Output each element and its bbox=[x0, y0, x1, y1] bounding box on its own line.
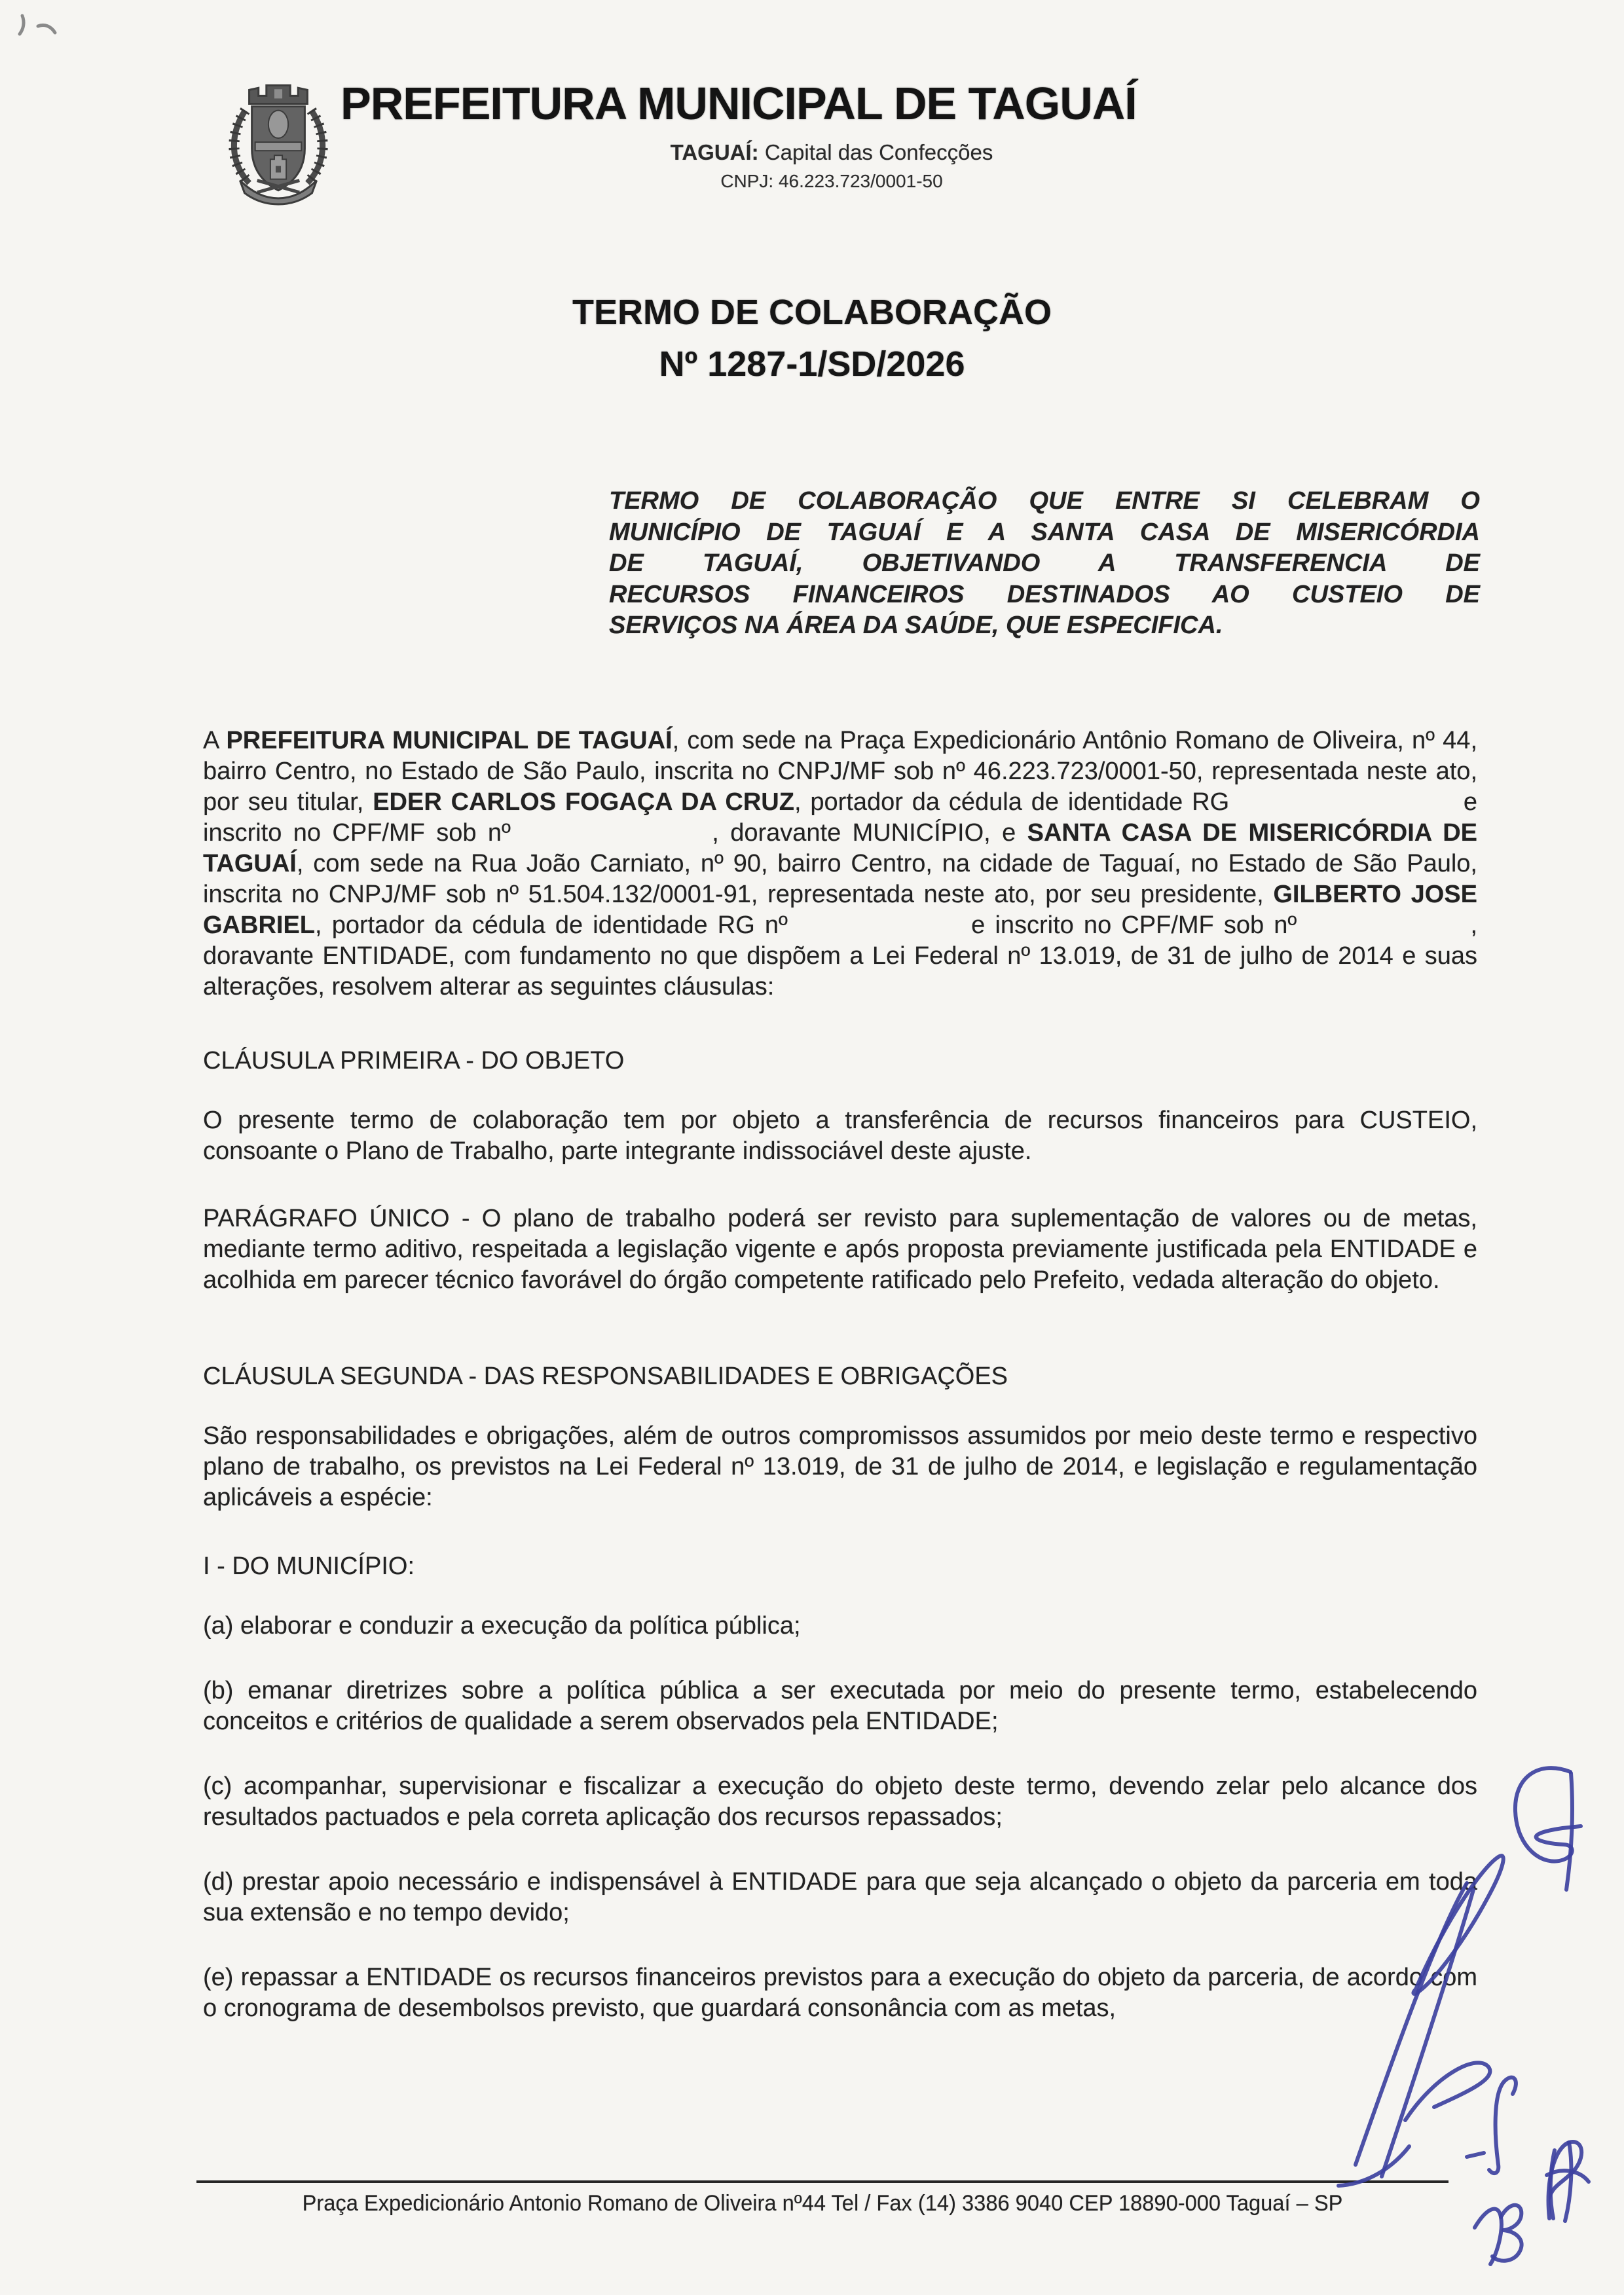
pen-bottom-hook bbox=[1338, 2146, 1409, 2186]
footer-address: Praça Expedicionário Antonio Romano de Oliveira nº44 Tel / Fax (14) 3386 9040 CEP 18890-000 Taguaí – SP bbox=[302, 2191, 1343, 2216]
epigraph bbox=[609, 486, 1480, 642]
document-body bbox=[203, 725, 1477, 2058]
pen-initial-dash bbox=[1467, 2153, 1484, 2157]
epigraph-line: TERMO DE COLABORAÇÃO QUE ENTRE SI CELEBRAM O bbox=[609, 487, 1480, 515]
org-cnpj: CNPJ: 46.223.723/0001-50 bbox=[720, 171, 943, 191]
org-tagline-bold: TAGUAÍ: bbox=[670, 140, 759, 164]
pen-monogram-2 bbox=[1565, 2142, 1571, 2221]
obligation-item-d: (d) prestar apoio necessário e indispensável à ENTIDADE para que seja alcançado o objeto da parceria em toda sua extensão e no tempo devido; bbox=[203, 1868, 1477, 1926]
pen-initial-b-bowls bbox=[1492, 2205, 1522, 2261]
document-title bbox=[0, 287, 1624, 390]
clause-1-paragraph: O presente termo de colaboração tem por objeto a transferência de recursos financeiros para CUSTEIO, consoante o Plano de Trabalho, parte integrante indissociável deste ajuste. bbox=[203, 1107, 1477, 1165]
obligation-item-b: (b) emanar diretrizes sobre a política pública a ser executada por meio do presente termo, estabelecendo conceitos e critérios de qualidade a serem observados pela ENTIDADE; bbox=[203, 1677, 1477, 1735]
pen-initial-f bbox=[1489, 2078, 1516, 2173]
org-tagline bbox=[341, 140, 1323, 165]
clause-1-sole-paragraph: PARÁGRAFO ÚNICO - O plano de trabalho poderá ser revisto para suplementação de valores ou de metas, mediante termo aditivo, respeitada a legislação vigente e após proposta previamente justificada pela ENTIDADE e acolhida em parecer técnico favorável do órgão competente ratificado pelo Prefeito, vedada alteração do objeto. bbox=[203, 1205, 1477, 1294]
pen-monogram-4 bbox=[1551, 2150, 1555, 2218]
obligation-item-a: (a) elaborar e conduzir a execução da política pública; bbox=[203, 1612, 801, 1640]
pen-initial-b-stem bbox=[1475, 2209, 1502, 2264]
pen-loop-tail bbox=[1566, 1773, 1572, 1890]
document-number: Nº 1287-1/SD/2026 bbox=[659, 344, 965, 384]
obligation-item-e: (e) repassar a ENTIDADE os recursos financeiros previstos para a execução do objeto da parceria, de acordo com o cronograma de desembolsos previsto, que guardará consonância com as metas, bbox=[203, 1964, 1477, 2022]
coat-of-arms-logo bbox=[218, 69, 339, 208]
scan-smudge-marks bbox=[7, 7, 85, 65]
clause-2-heading: CLÁUSULA SEGUNDA - DAS RESPONSABILIDADES E OBRIGAÇÕES bbox=[203, 1363, 1008, 1390]
org-tagline-rest: Capital das Confecções bbox=[758, 140, 993, 164]
org-name: PREFEITURA MUNICIPAL DE TAGUAÍ bbox=[341, 78, 1137, 129]
section-i-heading: I - DO MUNICÍPIO: bbox=[203, 1552, 415, 1580]
clause-1-heading: CLÁUSULA PRIMEIRA - DO OBJETO bbox=[203, 1047, 625, 1074]
pen-monogram-1 bbox=[1549, 2142, 1582, 2218]
pen-check-loop bbox=[1405, 2063, 1490, 2120]
clause-2-intro: São responsabilidades e obrigações, além de outros compromissos assumidos por meio deste termo e respectivo plano de trabalho, os previstos na Lei Federal nº 13.019, de 31 de julho de 2014, e legislação e regulamentação aplicáveis a espécie: bbox=[203, 1422, 1477, 1511]
epigraph-line: DE TAGUAÍ, OBJETIVANDO A TRANSFERENCIA DE bbox=[609, 549, 1480, 577]
preamble-paragraph: A PREFEITURA MUNICIPAL DE TAGUAÍ, com sede na Praça Expedicionário Antônio Romano de Oliveira, nº 44, bairro Centro, no Estado de São Paulo, inscrita no CNPJ/MF sob nº 46.223.723/0001-50, representada neste ato, por seu titular, EDER CARLOS FOGAÇA DA CRUZ, portador da cédula de identidade RG e inscrito no CPF/MF sob nº , doravante MUNICÍPIO, e SANTA CASA DE MISERICÓRDIA DE TAGUAÍ, com sede na Rua João Carniato, nº 90, bairro Centro, na cidade de Taguaí, no Estado de São Paulo, inscrita no CNPJ/MF sob nº 51.504.132/0001-91, representada neste ato, por seu presidente, GILBERTO JOSE GABRIEL, portador da cédula de identidade RG nº e inscrito no CPF/MF sob nº , doravante ENTIDADE, com fundamento no que dispõem a Lei Federal nº 13.019, de 31 de julho de 2014 e suas alterações, resolvem alterar as seguintes cláusulas: bbox=[203, 727, 1478, 1001]
document-title-line1: TERMO DE COLABORAÇÃO bbox=[572, 293, 1052, 332]
footer-divider bbox=[196, 2180, 1449, 2183]
pen-monogram-3 bbox=[1547, 2171, 1589, 2182]
obligation-item-c: (c) acompanhar, supervisionar e fiscalizar a execução do objeto deste termo, devendo zelar pelo alcance dos resultados pactuados e pela correta aplicação dos recursos repassados; bbox=[203, 1772, 1477, 1831]
pen-loop-mark bbox=[1515, 1768, 1581, 1862]
epigraph-line: MUNICÍPIO DE TAGUAÍ E A SANTA CASA DE MISERICÓRDIA bbox=[609, 518, 1480, 546]
epigraph-line: SERVIÇOS NA ÁREA DA SAÚDE, QUE ESPECIFICA. bbox=[609, 612, 1223, 639]
letterhead bbox=[341, 77, 1323, 192]
epigraph-line: RECURSOS FINANCEIROS DESTINADOS AO CUSTEIO DE bbox=[609, 580, 1480, 608]
